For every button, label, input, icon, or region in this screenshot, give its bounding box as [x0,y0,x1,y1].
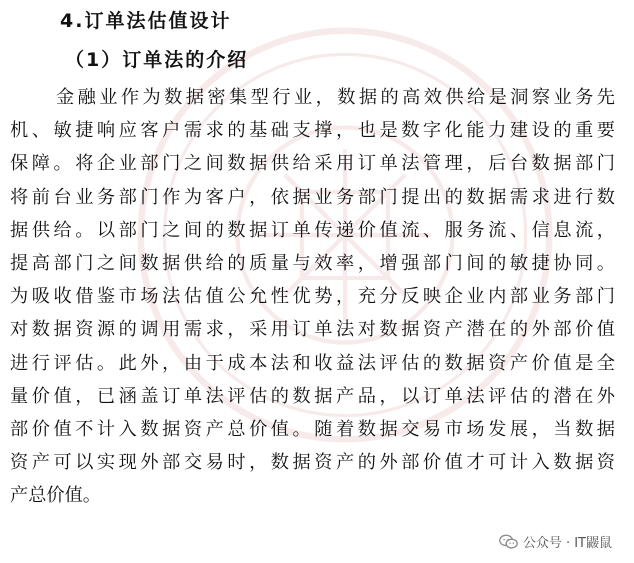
paragraph-line: 机、敏捷响应客户需求的基础支撑，也是数字化能力建设的重要 [10,120,615,142]
paragraph-line: 保障。将企业部门之间数据供给采用订单法管理，后台数据部门 [10,153,615,175]
paragraph-line: 资产可以实现外部交易时，数据资产的外部价值才可计入数据资 [10,452,615,474]
wechat-footer [499,532,612,551]
paragraph-line: 进行评估。此外，由于成本法和收益法评估的数据资产价值是全 [10,352,615,374]
paragraph-line: 据供给。以部门之间的数据订单传递价值流、服务流、信息流， [10,219,615,241]
body-paragraph [10,81,615,512]
paragraph-line: 部价值不计入数据资产总价值。随着数据交易市场发展，当数据 [10,418,615,440]
paragraph-line: 产总价值。 [10,485,101,507]
paragraph-line: 量价值，已涵盖订单法评估的数据产品，以订单法评估的潜在外 [10,385,615,407]
account-name: 公众号 · IT鼹鼠 [522,536,612,551]
subsection-heading: （1）订单法的介绍 [65,49,249,71]
section-heading: 4.订单法估值设计 [60,10,232,32]
paragraph-line: 为吸收借鉴市场法估值公允性优势，充分反映企业内部业务部门 [10,286,615,308]
paragraph-line: 将前台业务部门作为客户，依据业务部门提出的数据需求进行数 [10,186,615,208]
paragraph-line: 金融业作为数据密集型行业，数据的高效供给是洞察业务先 [56,87,615,108]
wechat-icon [499,534,518,550]
paragraph-line: 对数据资源的调用需求，采用订单法对数据资产潜在的外部价值 [10,319,615,341]
paragraph-line: 提高部门之间数据供给的质量与效率，增强部门间的敏捷协同。 [10,252,615,274]
